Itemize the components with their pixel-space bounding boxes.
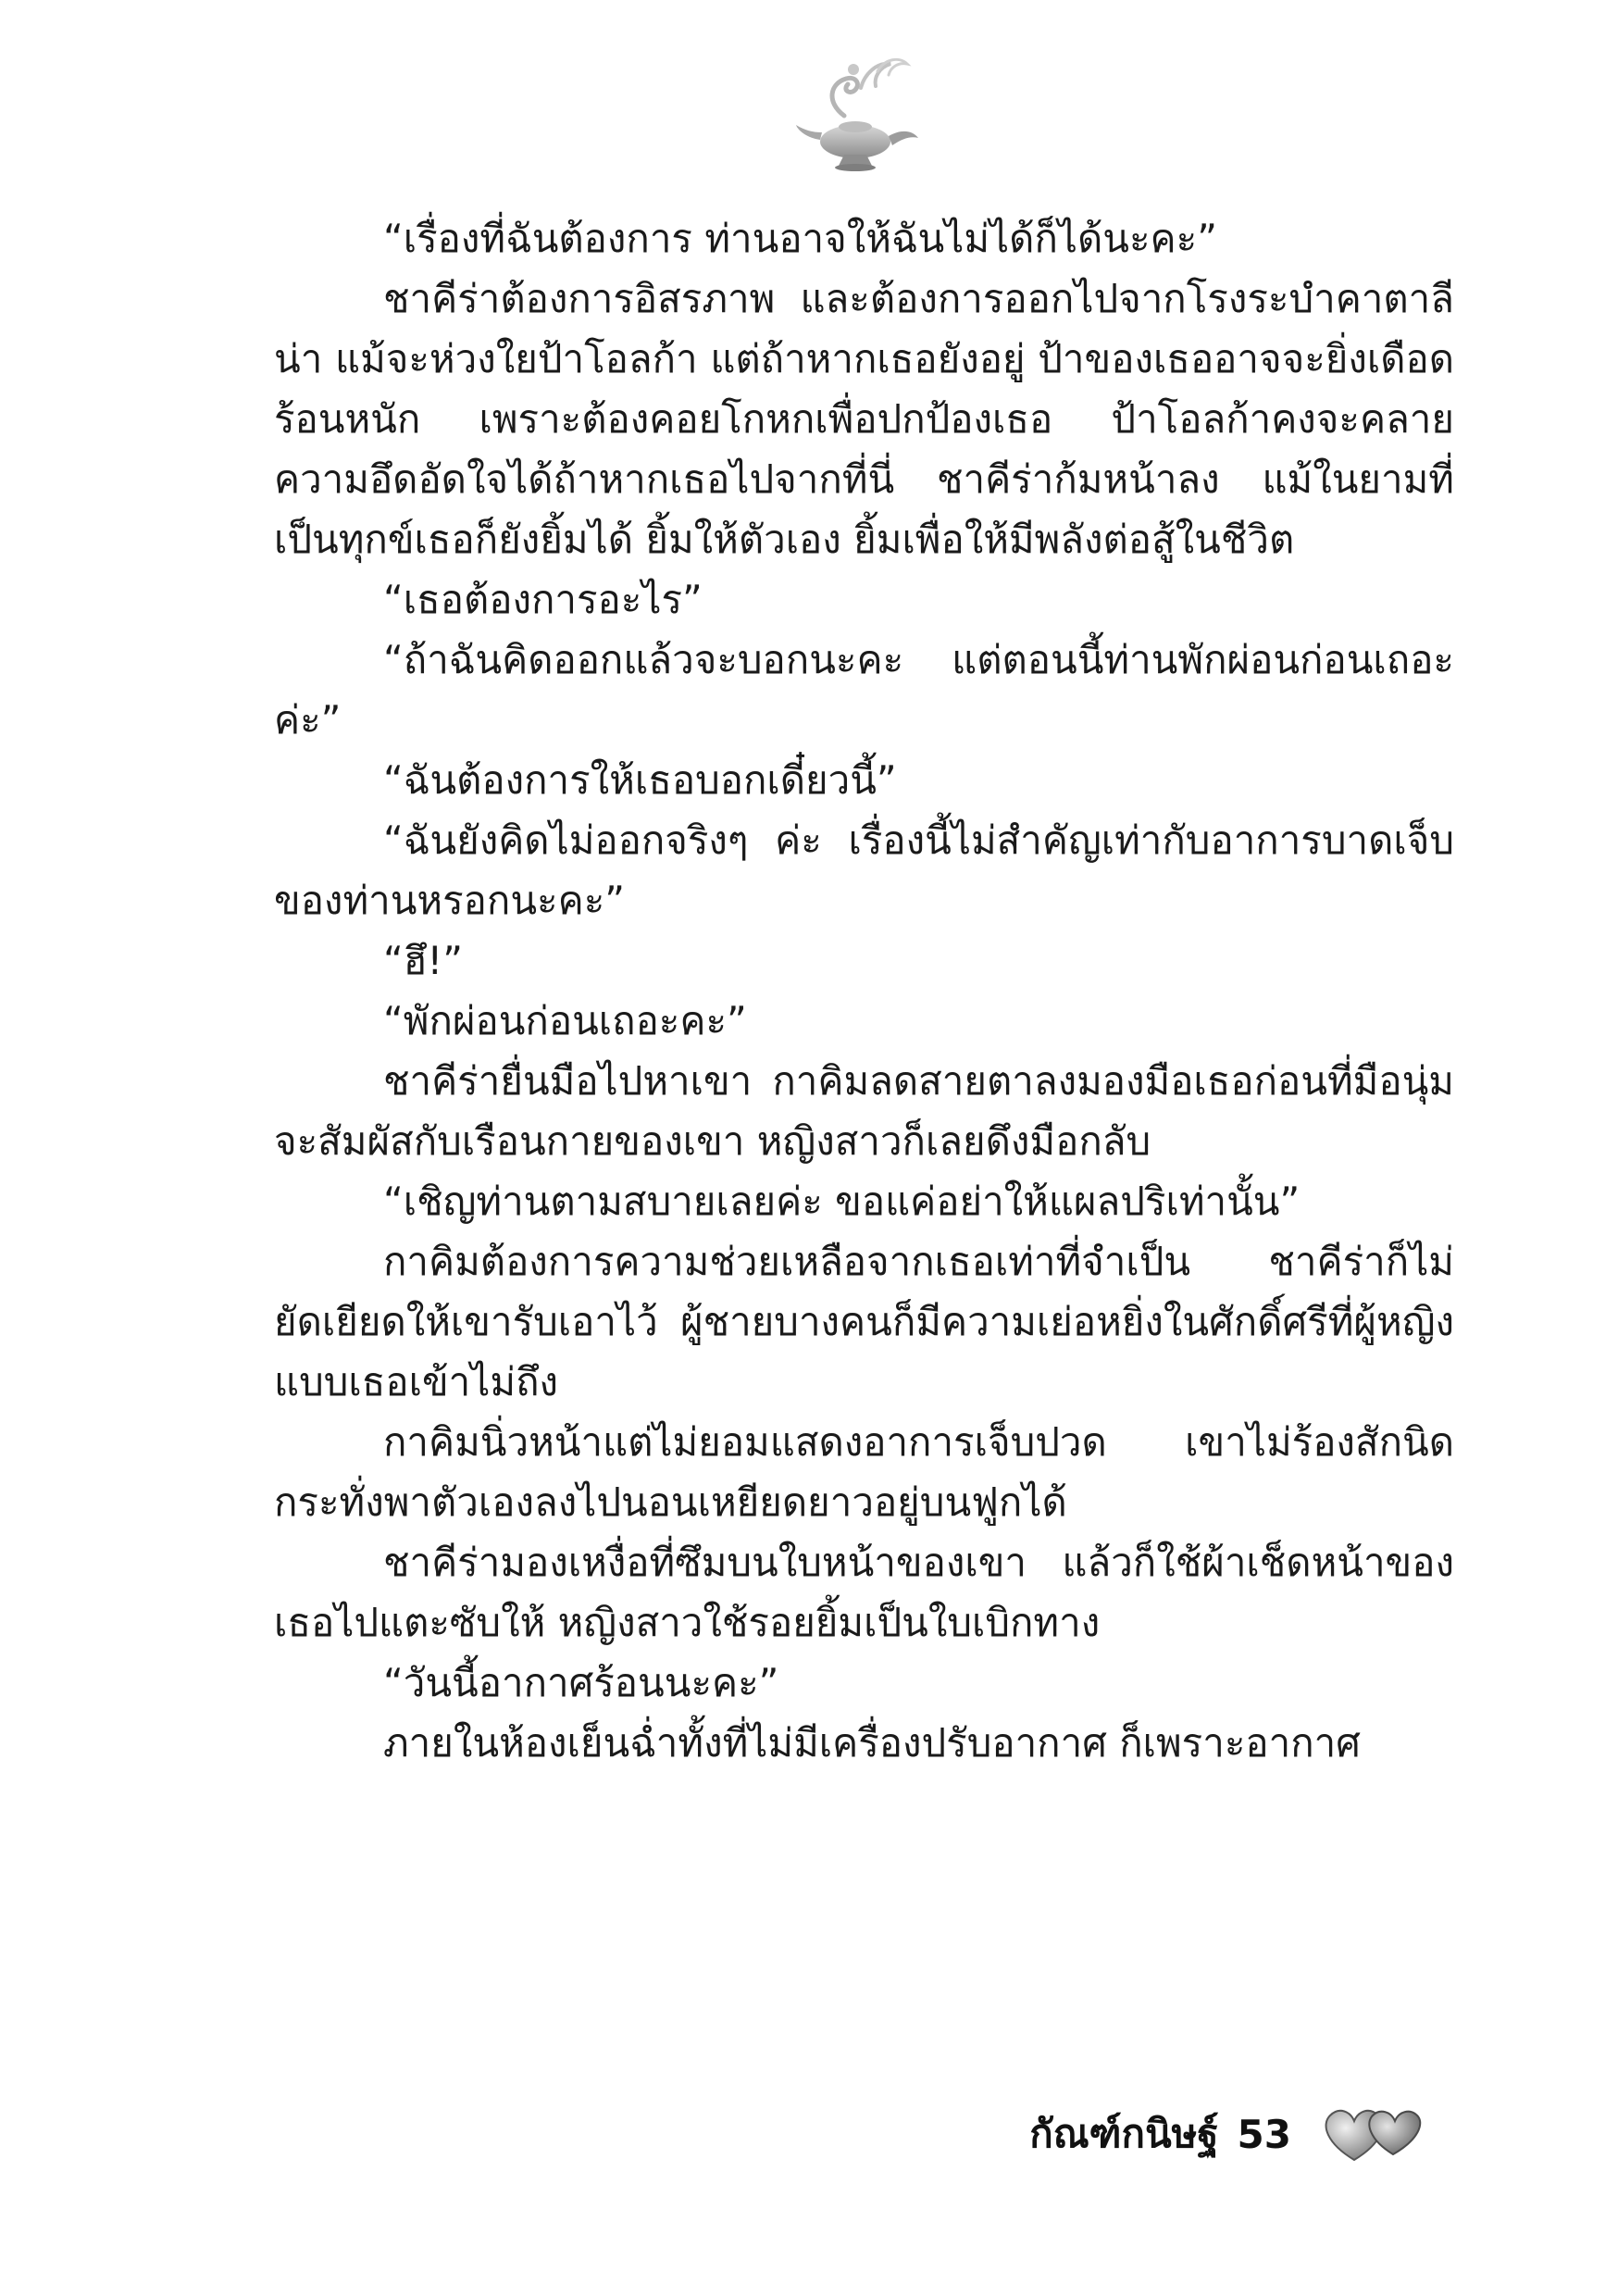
paragraph-10: “เชิญท่านตามสบายเลยค่ะ ขอแค่อย่าให้แผลปริเท่านั้น” [383,1179,1301,1224]
page-number: 53 [1237,2111,1291,2157]
paragraph-15: ภายในห้องเย็นฉ่ำทั้งที่ไม่มีเครื่องปรับอากาศ ก็เพราะอากาศ [383,1720,1361,1766]
paragraph-6: “ฉันยังคิดไม่ออกจริงๆ ค่ะ เรื่องนี้ไม่สำคัญเท่ากับอาการบาดเจ็บของท่านหรอกนะคะ” [274,817,1454,923]
paragraph-9: ชาคีร่ายื่นมือไปหาเขา กาคิมลดสายตาลงมองมือเธอก่อนที่มือนุ่มจะสัมผัสกับเรือนกายของเขา หญิงสาวก็เลยดึงมือกลับ [274,1058,1454,1164]
paragraph-14: “วันนี้อากาศร้อนนะคะ” [383,1660,779,1705]
page-footer [1029,2097,1428,2171]
paragraph-11: กาคิมต้องการความช่วยเหลือจากเธอเท่าที่จำเป็น ชาคีร่าก็ไม่ยัดเยียดให้เขารับเอาไว้ ผู้ชายบางคนก็มีความเย่อหยิ่งในศักดิ์ศรีที่ผู้หญิงแบบเธอเข้าไม่ถึง [274,1239,1454,1404]
paragraph-5: “ฉันต้องการให้เธอบอกเดี๋ยวนี้” [383,757,897,803]
paragraph-4: “ถ้าฉันคิดออกแล้วจะบอกนะคะ แต่ตอนนี้ท่านพักผ่อนก่อนเถอะค่ะ” [274,637,1454,742]
paragraph-1: “เรื่องที่ฉันต้องการ ท่านอาจให้ฉันไม่ได้ก็ได้นะคะ” [383,216,1217,261]
paragraph-13: ชาคีร่ามองเหงื่อที่ซึมบนใบหน้าของเขา แล้วก็ใช้ผ้าเช็ดหน้าของเธอไปแตะซับให้ หญิงสาวใช้รอยยิ้มเป็นใบเบิกทาง [274,1540,1454,1645]
paragraph-12: กาคิมนิ่วหน้าแต่ไม่ยอมแสดงอาการเจ็บปวด เขาไม่ร้องสักนิดกระทั่งพาตัวเองลงไปนอนเหยียดยาวอยู่บนฟูกได้ [274,1419,1454,1525]
body-text [274,208,1454,1773]
paragraph-7: “ฮึ!” [383,938,463,983]
paragraph-2: ชาคีร่าต้องการอิสรภาพ และต้องการออกไปจากโรงระบำคาตาลีน่า แม้จะห่วงใยป้าโอลก้า แต่ถ้าหากเธอยังอยู่ ป้าของเธออาจจะยิ่งเดือดร้อนหนัก เพราะต้องคอยโกหกเพื่อปกป้องเธอ ป้าโอลก้าคงจะคลายความอึดอัดใจได้ถ้าหากเธอไปจากที่นี่ ชาคีร่าก้มหน้าลง แม้ในยามที่เป็นทุกข์เธอก็ยังยิ้มได้ ยิ้มให้ตัวเอง ยิ้มเพื่อให้มีพลังต่อสู้ในชีวิต [274,276,1454,562]
running-title: กัณฑ์กนิษฐ์ [1029,2111,1219,2156]
paragraph-3: “เธอต้องการอะไร” [383,577,703,622]
two-hearts-icon [1317,2097,1428,2171]
paragraph-8: “พักผ่อนก่อนเถอะคะ” [383,998,747,1043]
lamp-genie-ornament-icon [789,51,927,176]
